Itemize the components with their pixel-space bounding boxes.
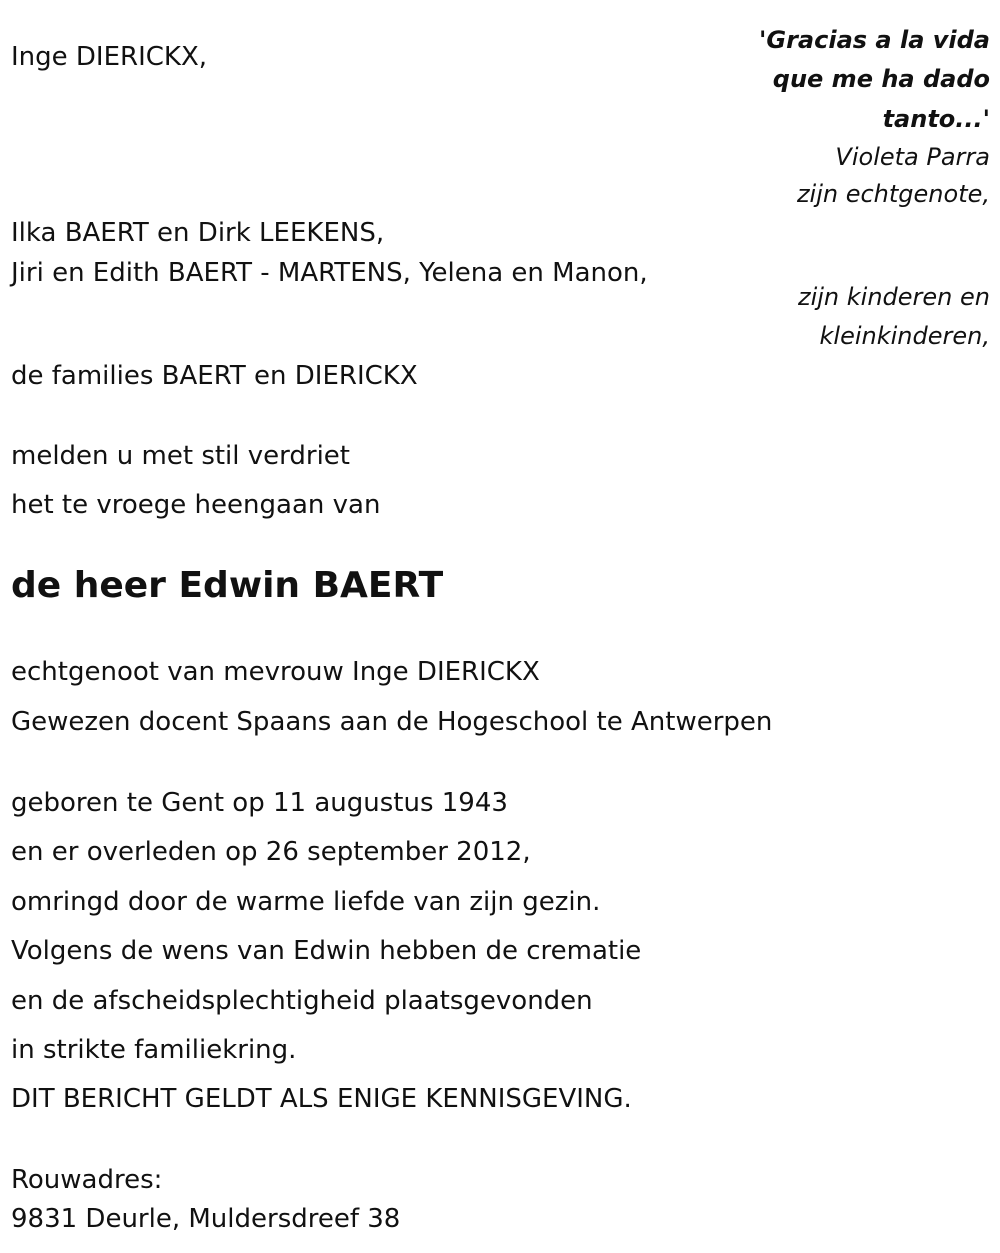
quote-author: Violeta Parra	[835, 143, 990, 171]
address-label: Rouwadres:	[11, 1165, 163, 1195]
deceased-spouse: echtgenoot van mevrouw Inge DIERICKX	[11, 657, 540, 687]
detail-line: Volgens de wens van Edwin hebben de crematie	[11, 936, 642, 966]
detail-line: geboren te Gent op 11 augustus 1943	[11, 788, 508, 818]
quote-line-3: tanto...'	[882, 105, 990, 133]
children-line-2: Jiri en Edith BAERT - MARTENS, Yelena en Manon,	[11, 258, 648, 288]
quote-line-1: 'Gracias a la vida	[759, 26, 990, 54]
quote-line-2: que me ha dado	[772, 65, 990, 93]
address-line: 9831 Deurle, Muldersdreef 38	[11, 1204, 401, 1234]
families-line: de families BAERT en DIERICKX	[11, 361, 418, 391]
detail-line: in strikte familiekring.	[11, 1035, 297, 1065]
announcement-line-1: melden u met stil verdriet	[11, 441, 350, 471]
children-role-line-2: kleinkinderen,	[819, 322, 990, 350]
deceased-profession: Gewezen docent Spaans aan de Hogeschool te Antwerpen	[11, 707, 773, 737]
spouse-role: zijn echtgenote,	[796, 180, 990, 208]
detail-line: en er overleden op 26 september 2012,	[11, 837, 531, 867]
detail-line: omringd door de warme liefde van zijn gezin.	[11, 887, 601, 917]
widow-name: Inge DIERICKX,	[11, 42, 208, 72]
children-line-1: Ilka BAERT en Dirk LEEKENS,	[11, 218, 385, 248]
deceased-name: de heer Edwin BAERT	[11, 565, 444, 606]
children-role-line-1: zijn kinderen en	[798, 283, 990, 311]
detail-line: en de afscheidsplechtigheid plaatsgevonden	[11, 986, 593, 1016]
detail-line-notice: DIT BERICHT GELDT ALS ENIGE KENNISGEVING.	[11, 1084, 632, 1114]
announcement-line-2: het te vroege heengaan van	[11, 490, 381, 520]
